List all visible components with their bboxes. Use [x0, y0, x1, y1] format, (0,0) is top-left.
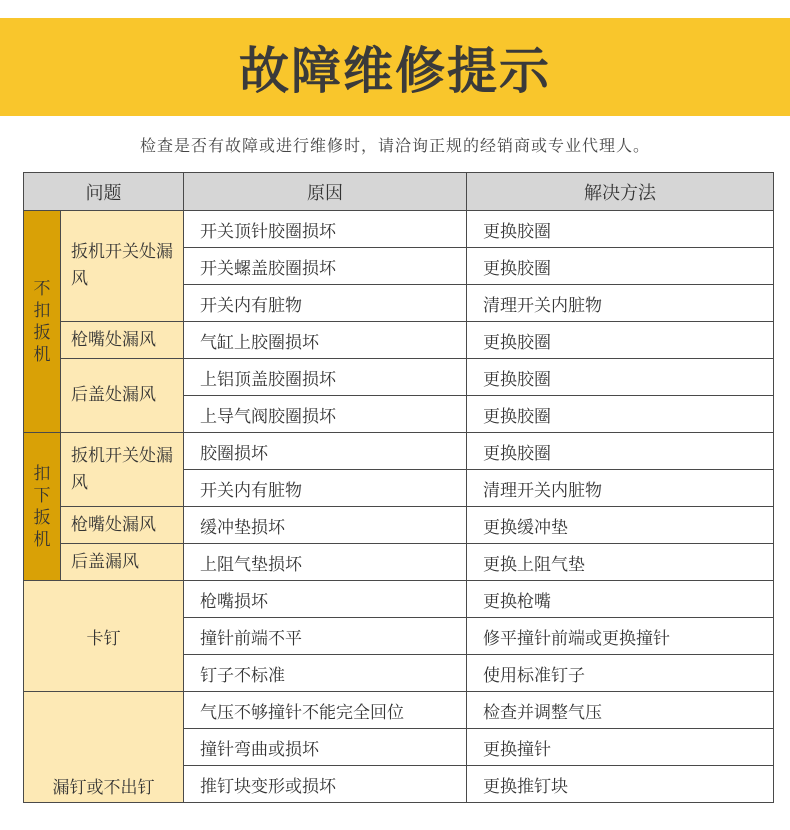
table-row — [24, 507, 774, 544]
problem-missed-nail: 漏钉或不出钉 — [24, 692, 184, 803]
header-problem: 问题 — [24, 173, 184, 211]
subtitle: 检查是否有故障或进行维修时，请洽询正规的经销商或专业代理人。 — [139, 136, 650, 155]
table-row — [24, 433, 774, 470]
table-row — [24, 322, 774, 359]
cause-cell: 胶圈损坏 — [184, 433, 467, 470]
cause-cell: 上铝顶盖胶圈损坏 — [184, 359, 467, 396]
cause-cell: 钉子不标准 — [184, 655, 467, 692]
cause-cell: 开关内有脏物 — [184, 470, 467, 507]
sub-cap-leak: 后盖处漏风 — [61, 359, 184, 433]
page-title: 故障维修提示 — [239, 42, 551, 100]
header-solution: 解决方法 — [467, 173, 774, 211]
table-row — [24, 211, 774, 248]
header-cause: 原因 — [184, 173, 467, 211]
solution-cell: 清理开关内脏物 — [467, 470, 774, 507]
solution-cell: 修平撞针前端或更换撞针 — [467, 618, 774, 655]
solution-cell: 更换撞针 — [467, 729, 774, 766]
group-not-pulled: 不扣扳机 — [24, 211, 61, 433]
table-header-row — [24, 173, 774, 211]
table-row — [24, 359, 774, 396]
solution-cell: 使用标准钉子 — [467, 655, 774, 692]
cause-cell: 开关顶针胶圈损坏 — [184, 211, 467, 248]
cause-cell: 缓冲垫损坏 — [184, 507, 467, 544]
solution-cell: 更换胶圈 — [467, 248, 774, 285]
cause-cell: 推钉块变形或损坏 — [184, 766, 467, 803]
cause-cell: 撞针前端不平 — [184, 618, 467, 655]
sub-nozzle-leak-2: 枪嘴处漏风 — [61, 507, 184, 544]
cause-cell: 上阻气垫损坏 — [184, 544, 467, 581]
solution-cell: 更换枪嘴 — [467, 581, 774, 618]
problem-nail-jam: 卡钉 — [24, 581, 184, 692]
sub-nozzle-leak: 枪嘴处漏风 — [61, 322, 184, 359]
fault-table — [23, 172, 774, 803]
sub-switch-leak: 扳机开关处漏风 — [61, 211, 184, 322]
solution-cell: 更换胶圈 — [467, 211, 774, 248]
cause-cell: 开关内有脏物 — [184, 285, 467, 322]
solution-cell: 更换胶圈 — [467, 359, 774, 396]
solution-cell: 更换上阻气垫 — [467, 544, 774, 581]
solution-cell: 检查并调整气压 — [467, 692, 774, 729]
cause-cell: 撞针弯曲或损坏 — [184, 729, 467, 766]
cause-cell: 气缸上胶圈损坏 — [184, 322, 467, 359]
cause-cell: 气压不够撞针不能完全回位 — [184, 692, 467, 729]
table-row — [24, 581, 774, 618]
cause-cell: 上导气阀胶圈损坏 — [184, 396, 467, 433]
solution-cell: 清理开关内脏物 — [467, 285, 774, 322]
solution-cell: 更换胶圈 — [467, 322, 774, 359]
solution-cell: 更换胶圈 — [467, 433, 774, 470]
group-pulled: 扣下扳机 — [24, 433, 61, 581]
cause-cell: 开关螺盖胶圈损坏 — [184, 248, 467, 285]
banner — [0, 18, 790, 116]
table-row — [24, 692, 774, 729]
table-row — [24, 544, 774, 581]
sub-cap-leak-2: 后盖漏风 — [61, 544, 184, 581]
solution-cell: 更换推钉块 — [467, 766, 774, 803]
cause-cell: 枪嘴损坏 — [184, 581, 467, 618]
sub-switch-leak-2: 扳机开关处漏风 — [61, 433, 184, 507]
solution-cell: 更换胶圈 — [467, 396, 774, 433]
solution-cell: 更换缓冲垫 — [467, 507, 774, 544]
